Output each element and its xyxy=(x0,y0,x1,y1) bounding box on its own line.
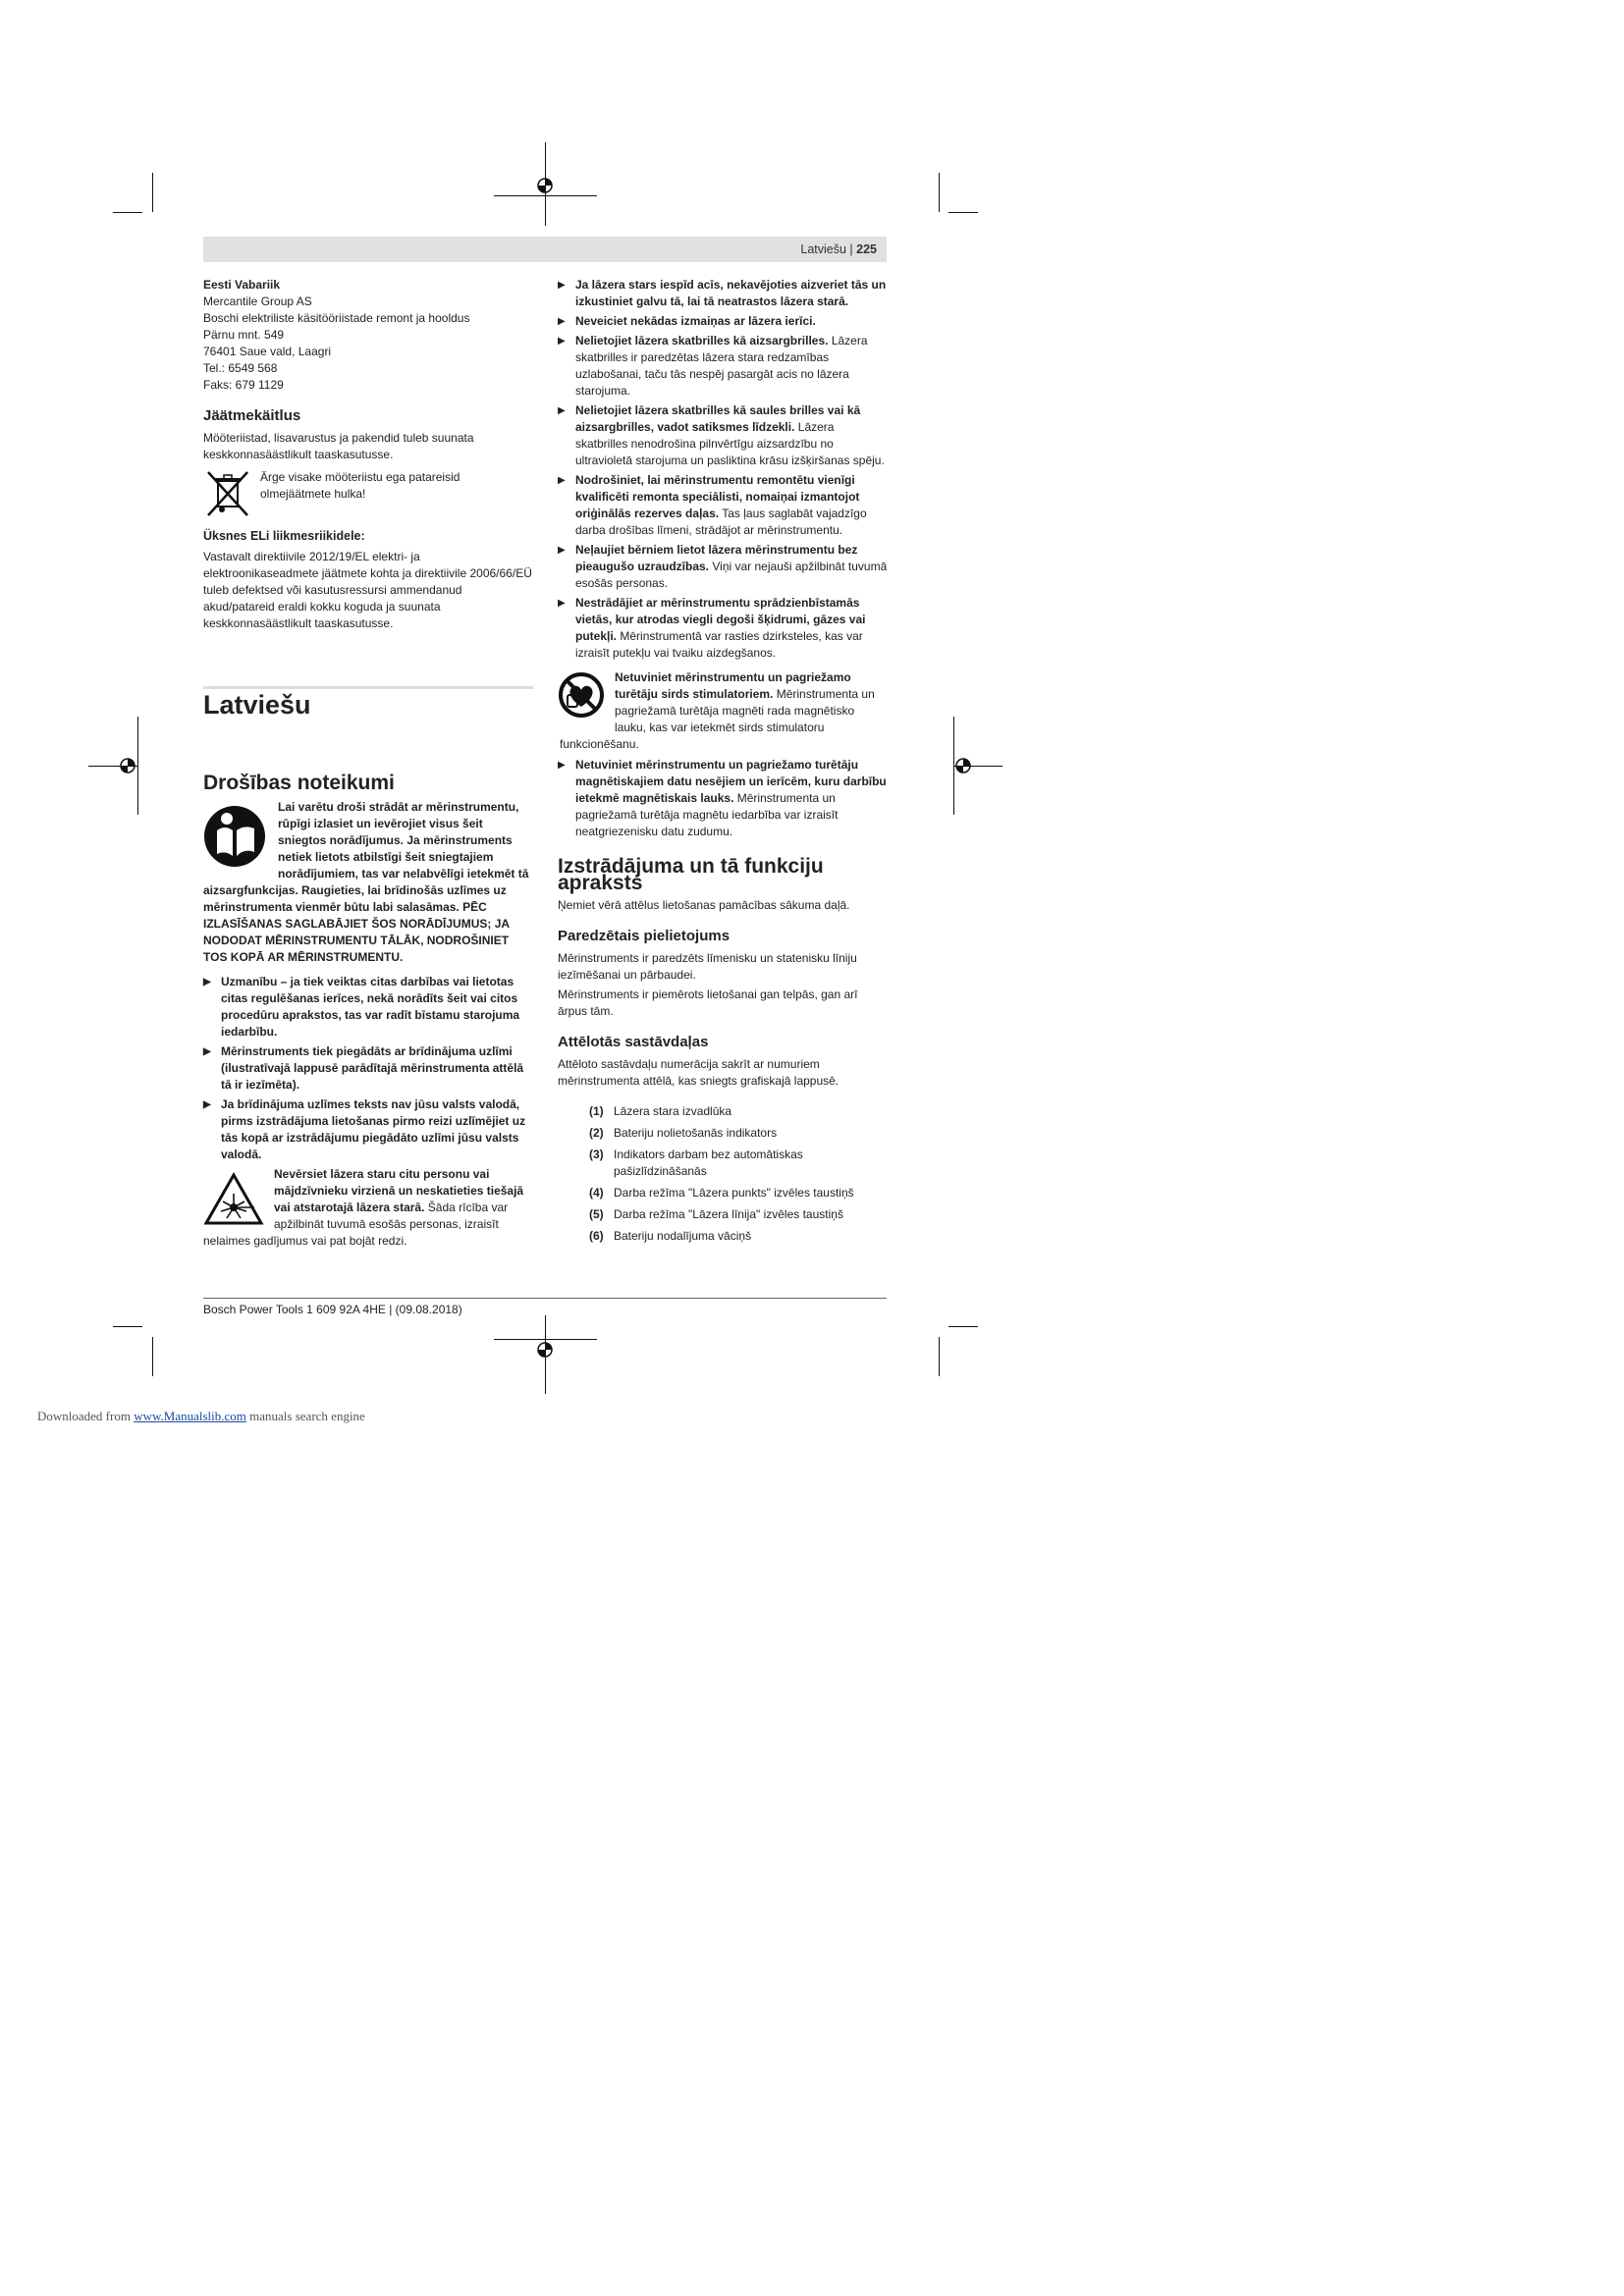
left-column xyxy=(203,277,533,1250)
safety-bullet: ▶ Ja lāzera stars iespīd acīs, nekavējoties aizveriet tās un izkustiniet galvu tā, lai tā neatrastos lāzera starā. xyxy=(558,278,887,308)
manualslib-link[interactable]: www.Manualslib.com xyxy=(134,1409,246,1423)
download-notice xyxy=(37,1409,365,1424)
registration-mark-icon xyxy=(118,756,137,775)
download-suffix: manuals search engine xyxy=(245,1409,365,1423)
bullet-arrow-icon: ▶ xyxy=(558,475,566,486)
safety-bullet: ▶ Neļaujiet bērniem lietot lāzera mērinstrumentu bez pieaugušo uzraudzības. Viņi var nejauši apžilbināt tuvumā esošās personas. xyxy=(558,543,888,590)
safety-bullet: ▶ Ja brīdinājuma uzlīmes teksts nav jūsu valsts valodā, pirms izstrādājuma lietošanas pirmo reizi uzlīmējiet uz tās kopā ar izstrādājumu piegādāto uzlīmi jūsu valsts valodā. xyxy=(203,1097,526,1161)
pacemaker-bold: Netuviniet mērinstrumentu un pagriežamo turētāju sirds stimulatoriem. xyxy=(615,670,851,701)
laser-warning-icon xyxy=(203,1172,264,1227)
address-line: 76401 Saue vald, Laagri xyxy=(203,345,332,358)
product-text: Ņemiet vērā attēlus lietošanas pamācības sākuma daļā. xyxy=(558,898,850,912)
crop-mark xyxy=(137,717,138,815)
crop-mark xyxy=(113,212,142,213)
safety-bullet: ▶ Nelietojiet lāzera skatbrilles kā saules brilles vai kā aizsargbrilles, vadot satiksmes līdzekli. Lāzera skatbrilles nenodrošina pilnvērtīgu aizsardzību no ultravioletā starojuma un pasliktina krāsu izšķiršanas spēju. xyxy=(558,403,885,467)
list-item: (5) Darba režīma "Lāzera līnija" izvēles taustiņš xyxy=(589,1207,843,1221)
laser-warning-text: Šāda rīcība var apžilbināt tuvumā esošās personas, izraisīt nelaimes gadījumus vai pat bojāt redzi. xyxy=(203,1201,509,1248)
header-language: Latviešu xyxy=(800,242,846,256)
list-item: (6) Bateriju nodalījuma vāciņš xyxy=(589,1229,752,1243)
bullet-arrow-icon: ▶ xyxy=(203,1099,211,1110)
address-line: Boschi elektriliste käsitööriistade remont ja hooldus xyxy=(203,311,470,325)
page-footer xyxy=(203,1298,887,1316)
safety-bullet: ▶ Nestrādājiet ar mērinstrumentu sprādzienbīstamās vietās, kur atrodas viegli degoši šķidrumi, gāzes vai putekļi. Mērinstrumentā var rasties dzirksteles, kas var izraisīt putekļu vai tvaiku aizdegšanos. xyxy=(558,596,866,660)
page-header: Latviešu | 225 xyxy=(203,237,887,262)
list-item: (4) Darba režīma "Lāzera punkts" izvēles taustiņš xyxy=(589,1186,854,1200)
address-line: Tel.: 6549 568 xyxy=(203,361,278,375)
use-heading: Paredzētais pielietojums xyxy=(558,928,731,944)
address-line: Faks: 679 1129 xyxy=(203,378,284,392)
list-item: (3) Indikators darbam bez automātiskas pašizlīdzināšanās xyxy=(589,1148,803,1178)
bullet-arrow-icon: ▶ xyxy=(558,336,566,347)
crop-mark xyxy=(948,212,978,213)
safety-bullet: ▶ Nelietojiet lāzera skatbrilles kā aizsargbrilles. Lāzera skatbrilles ir paredzētas lāzera stara redzamības uzlabošanai, taču tās nespēj pasargāt acis no lāzera starojuma. xyxy=(558,334,868,398)
list-item: (2) Bateriju nolietošanās indikators xyxy=(589,1126,778,1140)
bullet-arrow-icon: ▶ xyxy=(558,316,566,327)
pacemaker-text: Mērinstrumenta un pagriežamā turētāja magnēti rada magnētisko lauku, kas var ietekmēt sirds stimulatoru funkcionēšanu. xyxy=(560,687,875,751)
parts-heading: Attēlotās sastāvdaļas xyxy=(558,1034,709,1050)
page-number: 225 xyxy=(856,242,877,256)
bullet-arrow-icon: ▶ xyxy=(558,405,566,416)
crop-mark xyxy=(939,173,940,212)
safety-intro: Lai varētu droši strādāt ar mērinstrumentu, rūpīgi izlasiet un ievērojiet visus šeit sniegtos norādījumus. Ja mērinstruments netiek lietots atbilstīgi šeit sniegtajiem norādījumiem, tas var nelabvēlīgi ietekmēt tā aizsargfunkcijas. Raugieties, lai brīdinošās uzlīmes uz mērinstrumenta vienmēr būtu labi salasāmas. PĒC IZLASĪŠANAS SAGLABĀJIET ŠOS NORĀDĪJUMUS; JA NODODAT MĒRINSTRUMENTU TĀLĀK, NODROŠINIET TOS KOPĀ AR MĒRINSTRUMENTU. xyxy=(203,800,529,964)
safety-bullet: ▶ Nodrošiniet, lai mērinstrumentu remontētu vienīgi kvalificēti remonta speciālisti, nomaiņai izmantojot oriģinālās rezerves daļas. Tas ļaus saglabāt vajadzīgo darba drošības līmeni, strādājot ar mērinstrumentu. xyxy=(558,473,867,537)
crop-mark xyxy=(152,173,153,212)
safety-bullet: ▶ Neveiciet nekādas izmaiņas ar lāzera ierīci. xyxy=(558,314,816,328)
registration-mark-icon xyxy=(535,1340,555,1360)
safety-bullet: ▶ Mērinstruments tiek piegādāts ar brīdinājuma uzlīmi (ilustratīvajā lappusē parādītajā mērinstrumenta attēlā tā ir iezīmēta). xyxy=(203,1044,524,1092)
crop-mark xyxy=(494,195,597,196)
safety-heading: Drošības noteikumi xyxy=(203,772,395,794)
crop-mark xyxy=(939,1337,940,1376)
bullet-arrow-icon: ▶ xyxy=(203,1046,211,1057)
crossed-bin-icon xyxy=(205,469,250,518)
safety-bullet: ▶ Netuviniet mērinstrumentu un pagriežamo turētāju magnētiskajiem datu nesējiem un ierīcēm, kuru darbību ietekmē magnētiskais lauks. Mērinstrumenta un pagriežamā turētāja magnētu iedarbība var izraisīt neatgriezenisku datu zudumu. xyxy=(558,758,887,838)
read-manual-icon xyxy=(203,805,266,868)
right-column xyxy=(558,277,888,1250)
download-prefix: Downloaded from xyxy=(37,1409,135,1423)
bin-text: Ärge visake mööteriistu ega patareisid olmejäätmete hulka! xyxy=(260,470,460,501)
disposal-heading: Jäätmekäitlus xyxy=(203,407,301,424)
eu-text: Vastavalt direktiivile 2012/19/EL elektri- ja elektroonikaseadmete jäätmete kohta ja direktiivile 2006/66/EÜ tuleb defektsed või kasutusressursi ammendanud akud/patareid eraldi kokku koguda ja suunata keskkonnasäästlikult taaskasutusse. xyxy=(203,550,532,630)
product-heading: Izstrādājuma un tā funkciju apraksts xyxy=(558,855,824,894)
address-line: Mercantile Group AS xyxy=(203,294,312,308)
bullet-arrow-icon: ▶ xyxy=(558,280,566,291)
safety-bullet: ▶ Uzmanību – ja tiek veiktas citas darbības vai lietotas citas regulēšanas ierīces, nekā norādīts šeit vai citos procedūru aprakstos, tas var radīt bīstamu starojuma iedarbību. xyxy=(203,975,520,1039)
address-line: Pärnu mnt. 549 xyxy=(203,328,285,342)
registration-mark-icon xyxy=(953,756,973,775)
disposal-text: Mööteriistad, lisavarustus ja pakendid tuleb suunata keskkonnasäästlikult taaskasutusse. xyxy=(203,431,474,461)
bullet-arrow-icon: ▶ xyxy=(558,545,566,556)
footer-text: Bosch Power Tools 1 609 92A 4HE | (09.08.2018) xyxy=(203,1303,462,1316)
laser-warning-bold: Nevērsiet lāzera staru citu personu vai mājdzīvnieku virzienā un neskatieties tiešajā vai atstarotajā lāzera starā. xyxy=(274,1167,524,1214)
eu-heading: Üksnes ELi liikmesriikidele: xyxy=(203,529,365,543)
language-title: Latviešu xyxy=(203,690,311,720)
registration-mark-icon xyxy=(535,176,555,195)
crop-mark xyxy=(948,1326,978,1327)
parts-text: Attēloto sastāvdaļu numerācija sakrīt ar numuriem mērinstrumenta attēlā, kas sniegts grafiskajā lappusē. xyxy=(558,1057,839,1088)
bullet-arrow-icon: ▶ xyxy=(203,977,211,988)
crop-mark xyxy=(152,1337,153,1376)
address-line: Eesti Vabariik xyxy=(203,278,281,292)
crop-mark xyxy=(113,1326,142,1327)
bullet-arrow-icon: ▶ xyxy=(558,760,566,771)
bullet-arrow-icon: ▶ xyxy=(558,598,566,609)
pacemaker-warning-icon xyxy=(558,671,605,719)
use-text: Mērinstruments ir paredzēts līmenisku un statenisku līniju iezīmēšanai un pārbaudei. xyxy=(558,951,857,982)
list-item: (1) Lāzera stara izvadlūka xyxy=(589,1104,732,1118)
use-text: Mērinstruments ir piemērots lietošanai gan telpās, gan arī ārpus tām. xyxy=(558,988,858,1018)
